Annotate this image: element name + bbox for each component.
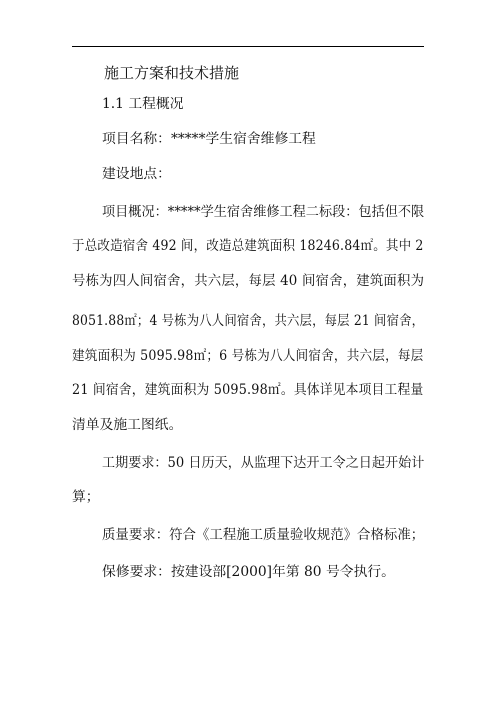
header-rule [72,46,424,47]
overview-line-5: 建筑面积为 5095.98㎡；6 号栋为八人间宿舍，共六层，每层 [72,348,424,364]
construction-location: 建设地点： [102,166,171,182]
warranty-requirement: 保修要求：按建设部[2000]年第 80 号令执行。 [102,564,395,580]
schedule-line-1: 工期要求：50 日历天，从监理下达开工令之日起开始计 [102,455,425,471]
overview-line-4: 8051.88㎡；4 号栋为八人间宿舍，共六层，每层 21 间宿舍， [72,313,425,329]
document-title: 施工方案和技术措施 [104,64,240,82]
overview-line-1: 项目概况：*****学生宿舍维修工程二标段：包括但不限 [102,204,425,220]
quality-requirement: 质量要求：符合《工程施工质量验收规范》合格标准； [102,527,425,543]
overview-line-2: 于总改造宿舍 492 间，改造总建筑面积 18246.84㎡。其中 2 [72,238,424,254]
section-heading: 1.1 工程概况 [102,96,184,112]
overview-line-7: 清单及施工图纸。 [72,417,183,433]
overview-line-3: 号栋为四人间宿舍，共六层，每层 40 间宿舍，建筑面积为 [72,273,425,289]
overview-line-6: 21 间宿舍，建筑面积为 5095.98㎡。具体详见本项目工程量 [72,382,424,398]
schedule-line-2: 算； [72,489,100,505]
project-name: 项目名称：*****学生宿舍维修工程 [102,131,316,147]
